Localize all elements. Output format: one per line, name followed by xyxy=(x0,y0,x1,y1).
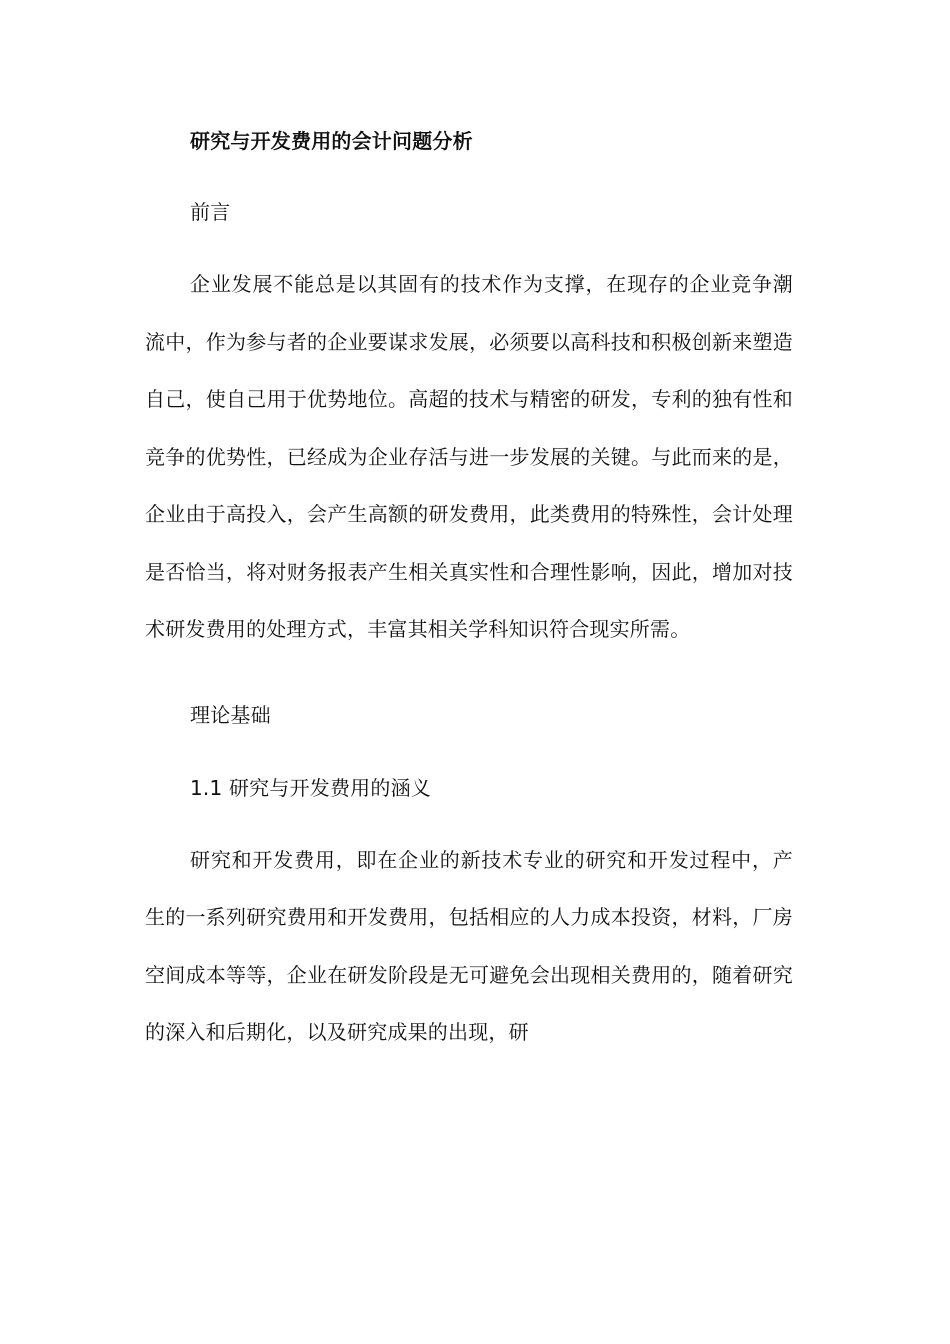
document-title: 研究与开发费用的会计问题分析 xyxy=(190,129,473,153)
paragraph-definition: 研究和开发费用，即在企业的新技术专业的研究和开发过程中，产生的一系列研究费用和开发费用，包括相应的人力成本投资，材料，厂房空间成本等等，企业在研发阶段是无可避免会出现相关费用的，随着研究的深入和后期化，以及研究成果的出现，研 xyxy=(145,847,793,1044)
document-body xyxy=(145,126,793,1103)
section-heading-preface: 前言 xyxy=(190,200,231,224)
section-heading-theory: 理论基础 xyxy=(190,702,271,727)
paragraph-preface: 企业发展不能总是以其固有的技术作为支撑，在现存的企业竞争潮流中，作为参与者的企业要谋求发展，必须要以高科技和积极创新来塑造自己，使自己用于优势地位。高超的技术与精密的研发，专利的独有性和竞争的优势性，已经成为企业存活与进一步发展的关键。与此而来的是，企业由于高投入，会产生高额的研发费用，此类费用的特殊性，会计处理是否恰当，将对财务报表产生相关真实性和合理性影响，因此，增加对技术研发费用的处理方式，丰富其相关学科知识符合现实所需。 xyxy=(145,272,793,641)
subsection-heading-definition: 1.1 研究与开发费用的涵义 xyxy=(190,775,431,800)
